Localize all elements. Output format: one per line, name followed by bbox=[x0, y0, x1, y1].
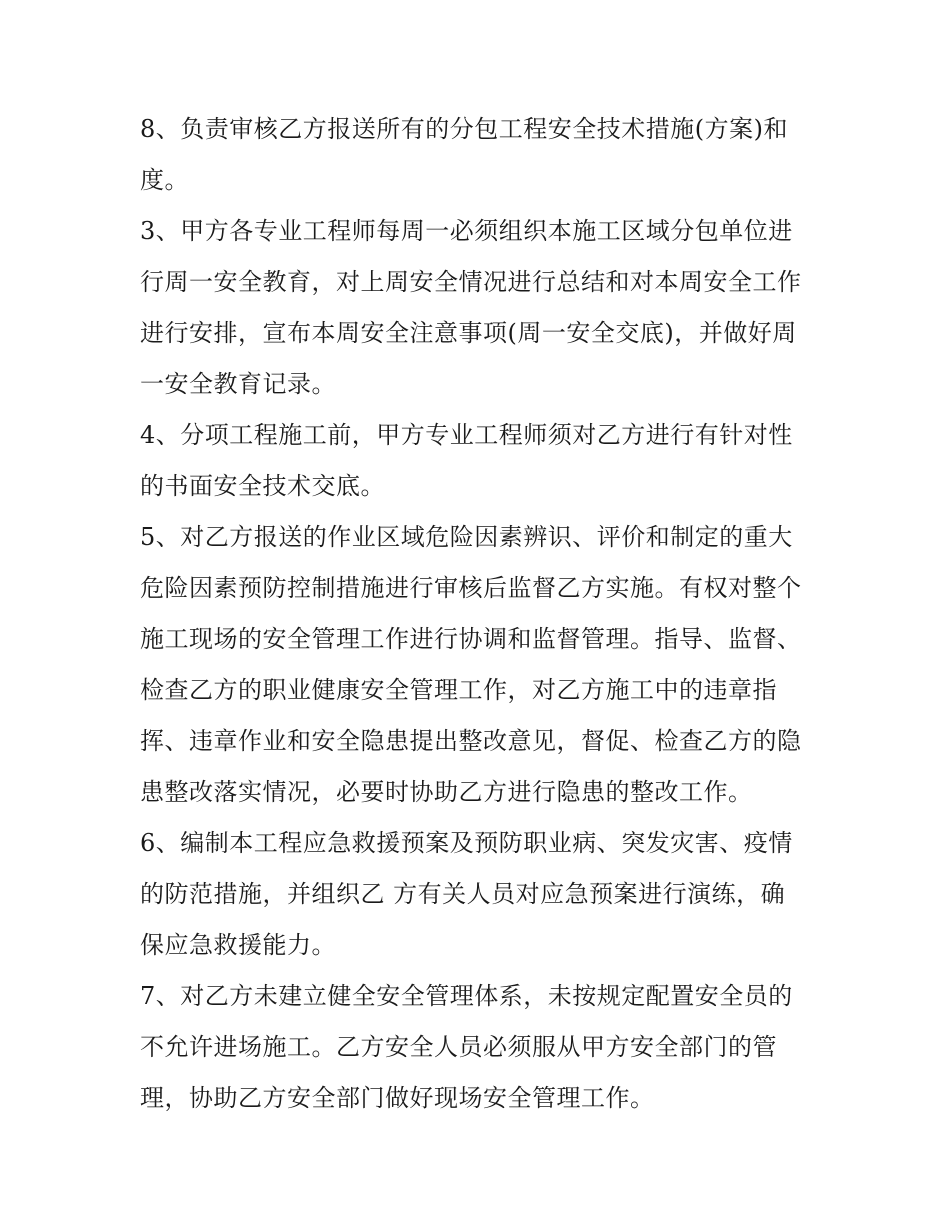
text-line: 行周一安全教育，对上周安全情况进行总结和对本周安全工作 bbox=[140, 268, 802, 296]
text-line: 度。 bbox=[140, 166, 189, 194]
text-line: 的书面安全技术交底。 bbox=[140, 472, 385, 500]
text-line: 理，协助乙方安全部门做好现场安全管理工作。 bbox=[140, 1084, 655, 1112]
text-line: 7、对乙方未建立健全安全管理体系，未按规定配置安全员的 bbox=[140, 982, 793, 1010]
text-line: 8、负责审核乙方报送所有的分包工程安全技术措施(方案)和 bbox=[140, 115, 788, 143]
text-line: 的防范措施，并组织乙 方有关人员对应急预案进行演练，确 bbox=[140, 880, 786, 908]
text-line: 4、分项工程施工前，甲方专业工程师须对乙方进行有针对性 bbox=[140, 421, 793, 449]
text-line: 5、对乙方报送的作业区域危险因素辨识、评价和制定的重大 bbox=[140, 523, 793, 551]
text-line: 保应急救援能力。 bbox=[140, 931, 336, 959]
text-line: 患整改落实情况，必要时协助乙方进行隐患的整改工作。 bbox=[140, 778, 753, 806]
text-line: 一安全教育记录。 bbox=[140, 370, 336, 398]
text-line: 危险因素预防控制措施进行审核后监督乙方实施。有权对整个 bbox=[140, 574, 802, 602]
text-line: 3、甲方各专业工程师每周一必须组织本施工区域分包单位进 bbox=[140, 217, 793, 245]
text-line: 6、编制本工程应急救援预案及预防职业病、突发灾害、疫情 bbox=[140, 829, 793, 857]
text-line: 施工现场的安全管理工作进行协调和监督管理。指导、监督、 bbox=[140, 625, 802, 653]
text-line: 挥、违章作业和安全隐患提出整改意见，督促、检查乙方的隐 bbox=[140, 727, 802, 755]
text-line: 检查乙方的职业健康安全管理工作，对乙方施工中的违章指 bbox=[140, 676, 777, 704]
text-line: 进行安排，宣布本周安全注意事项(周一安全交底)，并做好周 bbox=[140, 319, 797, 347]
document-body bbox=[140, 104, 820, 1124]
text-line: 不允许进场施工。乙方安全人员必须服从甲方安全部门的管 bbox=[140, 1033, 777, 1061]
